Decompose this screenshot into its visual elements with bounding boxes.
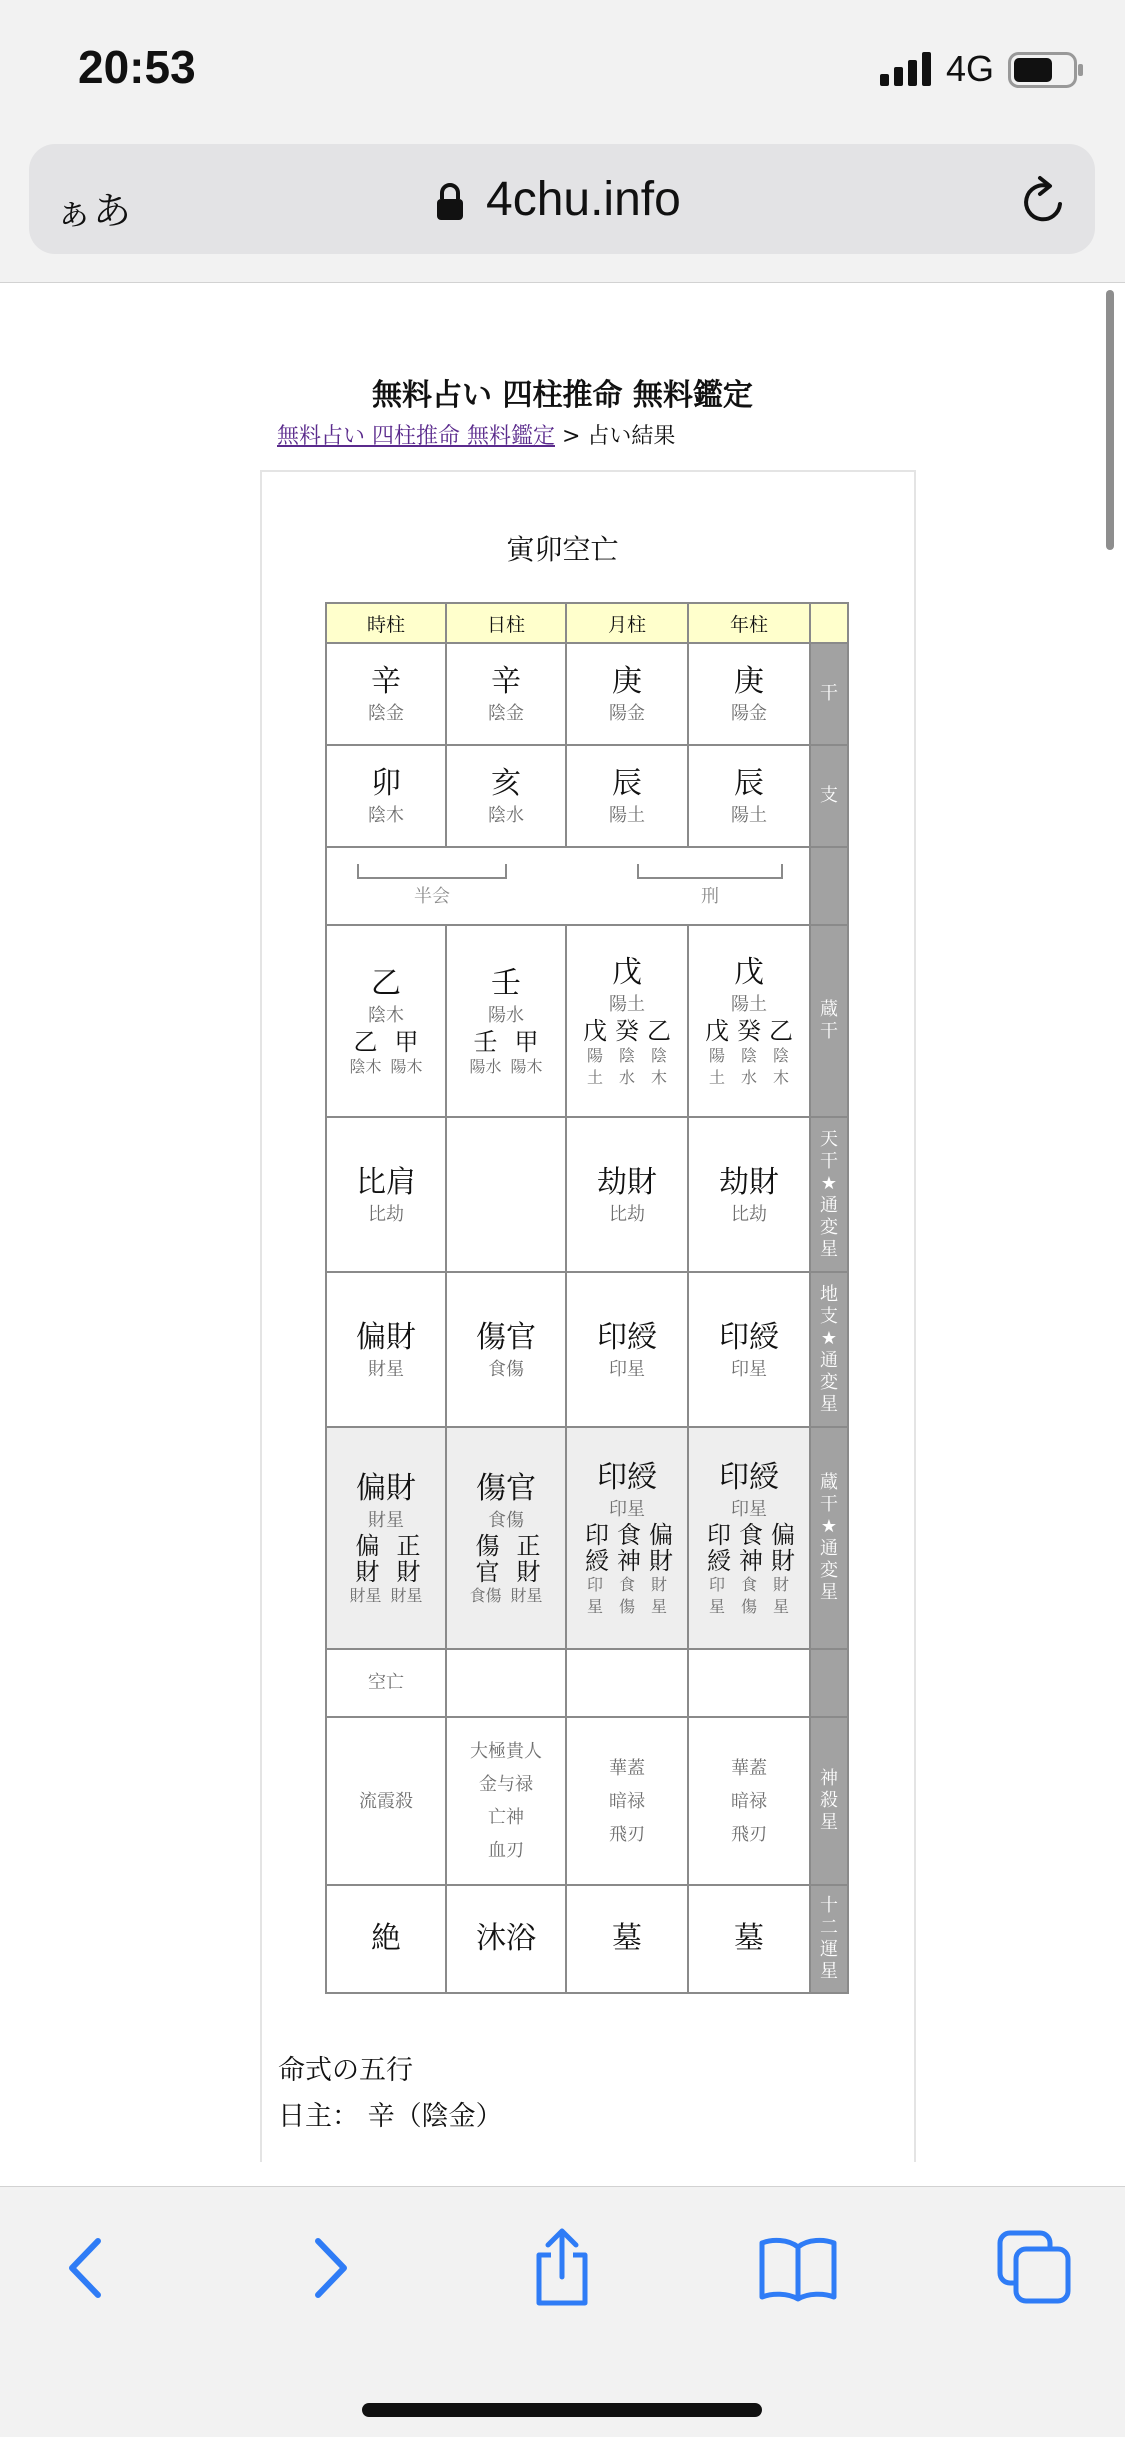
tenkan-tsuhen-cell xyxy=(326,1117,446,1272)
relation-label-right: 刑 xyxy=(701,886,719,907)
side-char: 蔵 xyxy=(820,999,838,1020)
kan-attr: 陽金 xyxy=(609,703,645,724)
side-char: ★ xyxy=(820,1172,838,1194)
browser-bottom-toolbar xyxy=(0,2186,1125,2437)
sub-star-char: 財 xyxy=(771,1547,795,1575)
chishi-tsuhen-cell xyxy=(326,1272,446,1427)
sub-star-group: 財 xyxy=(772,1575,789,1594)
sub-star-group: 食傷 xyxy=(469,1586,502,1605)
relation-bracket-right xyxy=(637,864,783,884)
shinsatsu-row xyxy=(326,1717,848,1885)
side-char: 通 xyxy=(820,1194,838,1216)
shi-cell xyxy=(326,745,446,847)
kan-row xyxy=(326,643,848,745)
home-indicator xyxy=(362,2403,762,2417)
zoukan-tsuhen-row xyxy=(326,1427,848,1649)
shinsatsu-item: 暗禄 xyxy=(609,1790,645,1812)
side-blank xyxy=(810,1649,848,1717)
pillar-header-row xyxy=(326,603,848,643)
side-char: 十 xyxy=(820,1895,838,1916)
zoukan-sub-attr: 陽水 xyxy=(469,1057,502,1076)
juuni-unsei: 墓 xyxy=(734,1921,764,1956)
tsuhen-group: 印星 xyxy=(731,1499,767,1520)
side-char: 通 xyxy=(820,1349,838,1371)
kuubou-cell xyxy=(688,1649,810,1717)
zoukan-main: 戊 xyxy=(612,955,642,990)
kuubou-heading: 寅卯空亡 xyxy=(506,533,619,566)
relation-bracket-left xyxy=(357,864,507,884)
kuubou-cell xyxy=(566,1649,688,1717)
side-char: 干 xyxy=(820,1150,838,1172)
relation-label-left: 半会 xyxy=(414,886,450,907)
sub-star-char: 正 xyxy=(516,1532,541,1560)
sub-star-char: 財 xyxy=(355,1558,380,1586)
shinsatsu-cell xyxy=(446,1717,566,1885)
sub-star-char: 偏 xyxy=(771,1521,795,1549)
tsuhen-group: 比劫 xyxy=(609,1203,645,1225)
tsuhen-star: 偏財 xyxy=(356,1471,416,1506)
shi-char: 辰 xyxy=(612,766,642,801)
sub-star-group: 食 xyxy=(618,1575,635,1594)
side-char: 星 xyxy=(820,1812,838,1833)
juuni-unsei: 絶 xyxy=(371,1921,401,1956)
sub-star-group: 財星 xyxy=(390,1586,423,1605)
zoukan-main: 戊 xyxy=(734,955,764,990)
kan-cell xyxy=(326,643,446,745)
zoukan-row xyxy=(326,925,848,1117)
chishi-tsuhen-cell xyxy=(688,1272,810,1427)
tsuhen-group: 比劫 xyxy=(731,1203,767,1225)
sub-star-char: 綬 xyxy=(585,1547,609,1575)
sub-star-group: 星 xyxy=(772,1597,789,1616)
zoukan-main: 壬 xyxy=(491,966,521,1001)
lock-icon xyxy=(435,182,465,222)
juuni-unsei: 墓 xyxy=(612,1921,642,1956)
battery-icon xyxy=(1008,52,1084,88)
tsuhen-group: 印星 xyxy=(609,1499,645,1520)
side-char: 支 xyxy=(820,1305,838,1327)
tsuhen-star: 偏財 xyxy=(356,1319,416,1355)
shinsatsu-item: 暗禄 xyxy=(731,1790,767,1812)
side-label-shinsatsu xyxy=(810,1717,848,1885)
zoukan-sub-attr: 陽 xyxy=(586,1046,603,1065)
zoukan-main: 乙 xyxy=(371,966,401,1001)
side-label-chishi-tsuhen xyxy=(810,1272,848,1427)
shi-attr: 陰木 xyxy=(368,805,404,826)
side-char: 星 xyxy=(820,1582,838,1603)
chishi-tsuhen-cell xyxy=(566,1272,688,1427)
sub-star-group: 星 xyxy=(586,1597,603,1616)
zoukan-tsuhen-cell xyxy=(688,1427,810,1649)
shi-char: 亥 xyxy=(491,766,521,801)
reload-icon[interactable] xyxy=(1016,174,1072,230)
sub-star-char: 印 xyxy=(585,1521,609,1549)
side-char: ★ xyxy=(820,1516,838,1537)
zoukan-cell xyxy=(688,925,810,1117)
header-month-pillar: 月柱 xyxy=(566,603,688,643)
zoukan-sub: 壬 xyxy=(473,1028,498,1056)
zoukan-sub-attr: 土 xyxy=(708,1068,725,1087)
shinsatsu-item: 金与禄 xyxy=(479,1774,533,1795)
scrollbar[interactable] xyxy=(1106,290,1114,550)
side-char: 干 xyxy=(820,1021,838,1042)
kan-cell xyxy=(566,643,688,745)
shinsatsu-item: 飛刃 xyxy=(609,1823,645,1845)
page-title: 無料占い 四柱推命 無料鑑定 xyxy=(372,378,753,413)
sub-star-char: 神 xyxy=(617,1547,641,1575)
chishi-tsuhen-cell xyxy=(446,1272,566,1427)
header-year-pillar: 年柱 xyxy=(688,603,810,643)
kuubou-text: 空亡 xyxy=(368,1672,404,1693)
side-char: 蔵 xyxy=(820,1472,838,1493)
side-char: 運 xyxy=(820,1939,838,1960)
sub-star-char: 神 xyxy=(739,1547,763,1575)
sub-star-group: 星 xyxy=(650,1597,667,1616)
sub-star-char: 傷 xyxy=(475,1532,500,1560)
zoukan-sub-attr: 陽木 xyxy=(510,1057,543,1076)
shinsatsu-item: 流霞殺 xyxy=(359,1790,413,1812)
kan-cell xyxy=(446,643,566,745)
zoukan-sub-attr: 木 xyxy=(650,1068,667,1087)
kuubou-cell xyxy=(446,1649,566,1717)
sub-star-group: 傷 xyxy=(740,1597,757,1616)
shi-row xyxy=(326,745,848,847)
meishiki-table xyxy=(325,602,849,1994)
shinsatsu-item: 華蓋 xyxy=(731,1757,767,1779)
side-char: 星 xyxy=(820,1961,838,1982)
zoukan-sub: 乙 xyxy=(353,1028,378,1056)
shinsatsu-cell xyxy=(566,1717,688,1885)
sub-star-char: 財 xyxy=(649,1547,673,1575)
sub-star-group: 印 xyxy=(708,1575,725,1594)
breadcrumb-current: 占い結果 xyxy=(587,424,676,449)
bookmarks-icon[interactable] xyxy=(758,2233,838,2303)
zoukan-sub-attr: 陰 xyxy=(772,1046,789,1065)
kan-char: 辛 xyxy=(371,664,401,699)
zoukan-main-attr: 陽土 xyxy=(731,994,767,1015)
shi-attr: 陽土 xyxy=(609,805,645,826)
kan-attr: 陰金 xyxy=(488,703,524,724)
side-label-tenkan-tsuhen xyxy=(810,1117,848,1272)
zoukan-sub-attr: 陽木 xyxy=(390,1057,423,1076)
sub-star-group: 星 xyxy=(708,1597,725,1616)
sub-star-group: 印 xyxy=(586,1575,603,1594)
zoukan-tsuhen-cell xyxy=(446,1427,566,1649)
sub-star-char: 正 xyxy=(396,1532,421,1560)
sub-star-char: 印 xyxy=(707,1521,731,1549)
status-time: 20:53 xyxy=(78,41,196,93)
zoukan-sub: 癸 xyxy=(615,1017,639,1045)
sub-star-group: 食 xyxy=(740,1575,757,1594)
header-blank xyxy=(810,603,848,643)
sub-star-char: 偏 xyxy=(649,1521,673,1549)
kuubou-cell xyxy=(326,1649,446,1717)
shi-attr: 陽土 xyxy=(731,805,767,826)
side-char: 通 xyxy=(820,1538,838,1559)
tsuhen-star: 傷官 xyxy=(476,1471,536,1506)
zoukan-cell xyxy=(326,925,446,1117)
shinsatsu-item: 大極貴人 xyxy=(470,1741,542,1762)
juuni-unsei-cell xyxy=(566,1885,688,1993)
side-char: 地 xyxy=(820,1283,838,1305)
shi-char: 辰 xyxy=(734,766,764,801)
sub-star-char: 食 xyxy=(739,1521,763,1549)
side-label-zoukan-tsuhen xyxy=(810,1427,848,1649)
tsuhen-star: 印綬 xyxy=(719,1460,779,1495)
shinsatsu-cell xyxy=(688,1717,810,1885)
zoukan-sub-attr: 陰 xyxy=(618,1046,635,1065)
side-char: 星 xyxy=(820,1238,838,1260)
text-size-button[interactable]: ぁあ xyxy=(55,191,132,233)
address-bar[interactable] xyxy=(29,144,1095,254)
shinsatsu-cell xyxy=(326,1717,446,1885)
shinsatsu-item: 血刃 xyxy=(488,1840,524,1861)
tenkan-tsuhen-cell xyxy=(688,1117,810,1272)
header-day-pillar: 日柱 xyxy=(446,603,566,643)
side-char: 干 xyxy=(820,1494,838,1515)
gogyo-heading: 命式の五行 xyxy=(278,2055,413,2086)
shinsatsu-item: 華蓋 xyxy=(609,1757,645,1779)
side-char: 天 xyxy=(820,1128,838,1150)
shi-cell xyxy=(566,745,688,847)
sub-star-group: 財 xyxy=(650,1575,667,1594)
juuni-unsei-cell xyxy=(446,1885,566,1993)
zoukan-sub-attr: 水 xyxy=(740,1068,757,1087)
shi-attr: 陰水 xyxy=(488,805,524,826)
kuubou-row xyxy=(326,1649,848,1717)
tenkan-tsuhen-row xyxy=(326,1117,848,1272)
side-label-juuni xyxy=(810,1885,848,1993)
zoukan-sub: 癸 xyxy=(737,1017,761,1045)
signal-icon xyxy=(880,52,936,86)
zoukan-sub: 戊 xyxy=(705,1017,729,1045)
juuni-unsei: 沐浴 xyxy=(476,1921,536,1956)
sub-star-char: 綬 xyxy=(707,1547,731,1575)
zoukan-cell xyxy=(566,925,688,1117)
status-bar xyxy=(0,0,1125,140)
browser-toolbar xyxy=(0,140,1125,283)
sub-star-char: 食 xyxy=(617,1521,641,1549)
tsuhen-group: 財星 xyxy=(368,1358,404,1380)
tsuhen-group: 印星 xyxy=(609,1358,645,1380)
zoukan-main-attr: 陽土 xyxy=(609,994,645,1015)
tabs-icon[interactable] xyxy=(996,2229,1072,2305)
sub-star-char: 官 xyxy=(475,1558,500,1586)
breadcrumb-home-link[interactable]: 無料占い 四柱推命 無料鑑定 xyxy=(277,424,555,449)
zoukan-sub-attr: 陽 xyxy=(708,1046,725,1065)
tsuhen-star: 劫財 xyxy=(719,1164,779,1200)
zoukan-main-attr: 陰木 xyxy=(368,1005,404,1026)
zoukan-sub: 乙 xyxy=(647,1017,671,1045)
shi-cell xyxy=(688,745,810,847)
tsuhen-star: 比肩 xyxy=(356,1164,416,1200)
kan-cell xyxy=(688,643,810,745)
zoukan-tsuhen-cell xyxy=(326,1427,446,1649)
side-char: 変 xyxy=(820,1371,838,1393)
side-label-zoukan xyxy=(810,925,848,1117)
side-label-shi: 支 xyxy=(810,745,848,847)
chishi-tsuhen-row xyxy=(326,1272,848,1427)
zoukan-sub-attr: 土 xyxy=(586,1068,603,1087)
zoukan-tsuhen-cell xyxy=(566,1427,688,1649)
zoukan-sub: 甲 xyxy=(394,1028,419,1056)
tsuhen-star: 印綬 xyxy=(719,1319,779,1355)
side-char: 変 xyxy=(820,1560,838,1581)
zoukan-sub: 乙 xyxy=(769,1017,793,1045)
tsuhen-group: 印星 xyxy=(731,1358,767,1380)
zoukan-cell xyxy=(446,925,566,1117)
nisshu-line: 日主： 辛（陰金） xyxy=(278,2101,503,2132)
forward-icon[interactable] xyxy=(298,2233,358,2303)
zoukan-sub: 戊 xyxy=(583,1017,607,1045)
kan-attr: 陽金 xyxy=(731,703,767,724)
zoukan-sub-attr: 水 xyxy=(618,1068,635,1087)
side-char: ★ xyxy=(820,1327,838,1349)
shinsatsu-item: 亡神 xyxy=(488,1807,524,1828)
tsuhen-star: 劫財 xyxy=(597,1164,657,1200)
tsuhen-star: 傷官 xyxy=(476,1319,536,1355)
sub-star-char: 財 xyxy=(516,1558,541,1586)
zoukan-main-attr: 陽水 xyxy=(488,1005,524,1026)
tsuhen-group: 財星 xyxy=(368,1510,404,1531)
relation-row xyxy=(326,847,848,925)
tsuhen-star: 印綬 xyxy=(597,1460,657,1495)
sub-star-group: 傷 xyxy=(618,1597,635,1616)
breadcrumb-separator: > xyxy=(555,424,588,449)
kan-attr: 陰金 xyxy=(368,703,404,724)
kan-char: 辛 xyxy=(491,664,521,699)
side-char: 殺 xyxy=(820,1790,838,1811)
tsuhen-group: 比劫 xyxy=(368,1203,404,1225)
kan-char: 庚 xyxy=(612,664,642,699)
tsuhen-group: 食傷 xyxy=(488,1358,524,1380)
side-label-kan: 干 xyxy=(810,643,848,745)
share-icon[interactable] xyxy=(527,2227,597,2307)
zoukan-sub-attr: 木 xyxy=(772,1068,789,1087)
juuni-unsei-row xyxy=(326,1885,848,1993)
shi-char: 卯 xyxy=(371,766,401,801)
zoukan-sub-attr: 陰 xyxy=(650,1046,667,1065)
side-char: 星 xyxy=(820,1393,838,1415)
sub-star-char: 財 xyxy=(396,1558,421,1586)
side-char: 変 xyxy=(820,1216,838,1238)
juuni-unsei-cell xyxy=(688,1885,810,1993)
shi-cell xyxy=(446,745,566,847)
header-hour-pillar: 時柱 xyxy=(326,603,446,643)
tenkan-tsuhen-cell xyxy=(446,1117,566,1272)
relation-cell xyxy=(326,847,810,925)
juuni-unsei-cell xyxy=(326,1885,446,1993)
back-icon[interactable] xyxy=(58,2233,118,2303)
sub-star-group: 財星 xyxy=(510,1586,543,1605)
network-type: 4G xyxy=(946,48,995,89)
url-text[interactable]: 4chu.info xyxy=(486,173,681,226)
zoukan-sub-attr: 陰木 xyxy=(349,1057,382,1076)
kan-char: 庚 xyxy=(734,664,764,699)
side-char: 二 xyxy=(820,1917,838,1938)
sub-star-char: 偏 xyxy=(355,1532,380,1560)
side-char: 神 xyxy=(820,1768,838,1789)
zoukan-sub: 甲 xyxy=(514,1028,539,1056)
shinsatsu-item: 飛刃 xyxy=(731,1823,767,1845)
tsuhen-star: 印綬 xyxy=(597,1319,657,1355)
side-blank xyxy=(810,847,848,925)
tenkan-tsuhen-cell xyxy=(566,1117,688,1272)
zoukan-sub-attr: 陰 xyxy=(740,1046,757,1065)
tsuhen-group: 食傷 xyxy=(488,1510,524,1531)
breadcrumb xyxy=(277,419,675,450)
sub-star-group: 財星 xyxy=(349,1586,382,1605)
